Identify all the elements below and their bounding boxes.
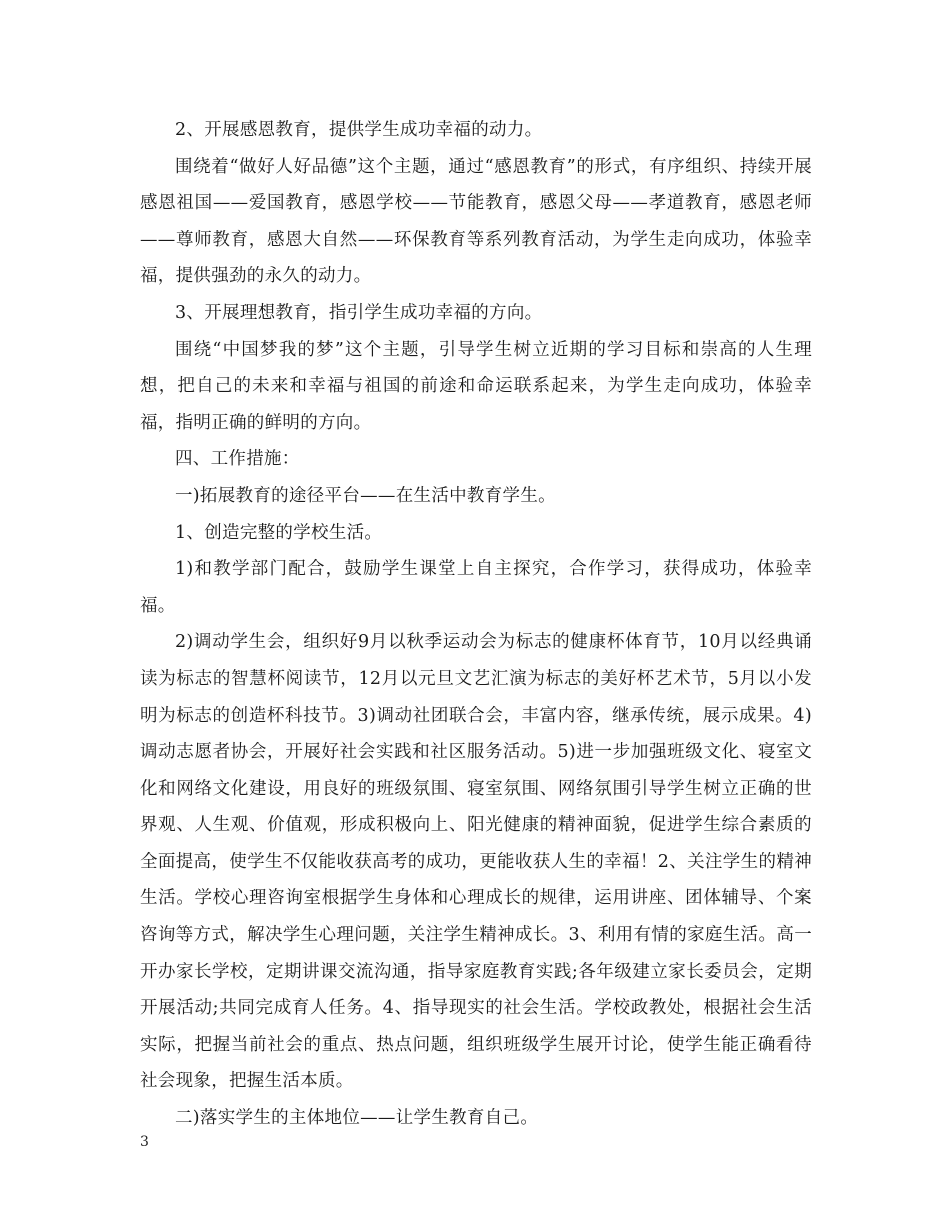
page-number: 3 (140, 1134, 149, 1150)
paragraph: 1、创造完整的学校生活。 (175, 522, 383, 543)
subsection-heading: 一)拓展教育的途径平台——在生活中教育学生。 (175, 485, 556, 506)
paragraph: 围绕“中国梦我的梦”这个主题，引导学生树立近期的学习目标和崇高的人生理想，把自己的未来和幸福与祖国的前途和命运联系起来，为学生走向成功，体验幸福，指明正确的鲜明的方向。 (140, 339, 812, 433)
document-body (140, 112, 812, 1137)
subsection-heading: 二)落实学生的主体地位——让学生教育自己。 (175, 1108, 539, 1129)
paragraph: 3、开展理想教育，指引学生成功幸福的方向。 (175, 302, 543, 323)
paragraph: 2、开展感恩教育，提供学生成功幸福的动力。 (175, 120, 543, 140)
section-heading: 四、工作措施： (175, 449, 300, 470)
paragraph: 围绕着“做好人好品德”这个主题，通过“感恩教育”的形式，有序组织、持续开展感恩祖国——爱国教育，感恩学校——节能教育，感恩父母——孝道教育，感恩老师——尊师教育，感恩大自然——环保教育等系列教育活动，为学生走向成功，体验幸福，提供强劲的永久的动力。 (140, 156, 812, 287)
paragraph: 1)和教学部门配合，鼓励学生课堂上自主探究，合作学习，获得成功，体验幸福。 (140, 559, 812, 616)
paragraph: 2)调动学生会，组织好9月以秋季运动会为标志的健康杯体育节，10月以经典诵读为标志的智慧杯阅读节，12月以元旦文艺汇演为标志的美好杯艺术节，5月以小发明为标志的创造杯科技节。3)调动社团联合会，丰富内容，继承传统，展示成果。4)调动志愿者协会，开展好社会实践和社区服务活动。5)进一步加强班级文化、寝室文化和网络文化建设，用良好的班级氛围、寝室氛围、网络氛围引导学生树立正确的世界观、人生观、价值观，形成积极向上、阳光健康的精神面貌，促进学生综合素质的全面提高，使学生不仅能收获高考的成功，更能收获人生的幸福！2、关注学生的精神生活。学校心理咨询室根据学生身体和心理成长的规律，运用讲座、团体辅导、个案咨询等方式，解决学生心理问题，关注学生精神成长。3、利用有情的家庭生活。高一开办家长学校，定期讲课交流沟通，指导家庭教育实践;各年级建立家长委员会，定期开展活动;共同完成育人任务。4、指导现实的社会生活。学校政教处，根据社会生活实际，把握当前社会的重点、热点问题，组织班级学生展开讨论，使学生能正确看待社会现象，把握生活本质。 (140, 632, 812, 1092)
